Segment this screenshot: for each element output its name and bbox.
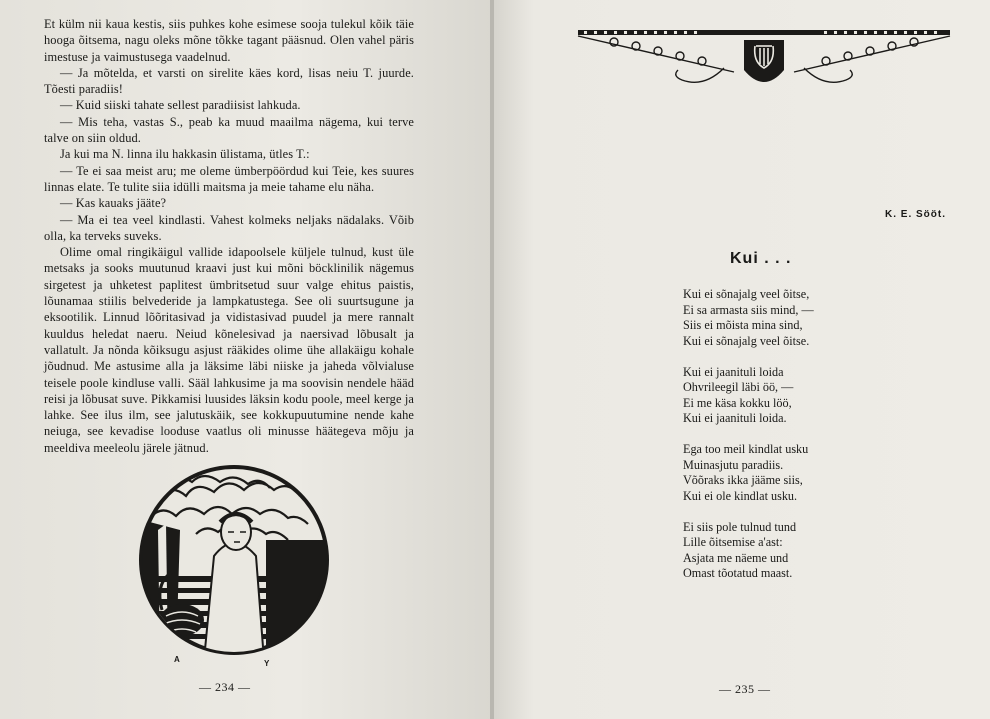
poem-stanza <box>683 442 814 504</box>
poem-line: Kui ei jaanituli loida <box>683 364 784 379</box>
poem-line: Võõraks ikka jääme siis, <box>683 473 803 487</box>
poem-stanza <box>683 365 814 427</box>
illustration-initial-a: A <box>174 655 180 664</box>
paragraph: — Ma ei tea veel kindlasti. Vahest kolmeks neljaks nädalaks. Võib olla, ka terveks suveks. <box>44 212 414 243</box>
poem-line: Kui ei jaanituli loida. <box>683 411 787 425</box>
page-number-right: — 235 — <box>719 682 771 696</box>
poem-line: Kui ei sõnajalg veel õitse, <box>683 287 810 301</box>
poem-line: Siis ei mõista mina sind, <box>683 318 803 332</box>
paragraph: — Ja mõtelda, et varsti on sirelite käes kord, lisas neiu T. juurde. Tõesti paradiis! <box>44 65 414 97</box>
poem-line: Kui ei ole kindlat usku. <box>683 488 798 503</box>
poem-line: Asjata me näeme und <box>683 550 789 565</box>
decorative-headpiece <box>574 24 954 96</box>
poem-line: Ei siis pole tulnud tund <box>683 519 797 534</box>
poem-line: Lille õitsemise a'ast: <box>683 535 783 549</box>
paragraph: — Mis teha, vastas S., peab ka muud maailma nägema, kui terve talve on siin oldud. <box>44 114 414 146</box>
poem-line: Muinasjutu paradiis. <box>683 457 784 472</box>
poem-title: Kui . . . <box>730 250 792 267</box>
poem-line: Omast tõotatud maast. <box>683 566 793 580</box>
poem-text <box>683 287 814 597</box>
poem-line: Ei me käsa kokku löö, <box>683 395 792 410</box>
paragraph: — Kas kauaks jääte? <box>60 196 167 211</box>
author-name: K. E. Sööt. <box>885 209 946 220</box>
page-number-left: — 234 — <box>199 680 251 694</box>
paragraph: Olime omal ringikäigul vallide idapoolsele küljele tulnud, kust üle metsaks ja sooks muutunud kraavi just kui mõni böcklinilik nägemus sirgetest ja uhketest paplitest ümbritsetud suur valge ehitus paistis, lõunamaa stiilis belvederide ja lampkatustega. See oli suurtsugune ja eksootilik. Linnud lõõritasivad ja vidistasivad puudel ja mere rannalt kuuldus heledat naeru. Neiud kõnelesivad ja naersivad lõbusalt ja vallatult. Ja nõnda kõiksugu asjust rääkides olime ühe allakäigu kohale jõudnud. Me astusime alla ja läksime läbi niiske ja jaheda võlvialuse teisele poole kindluse valli. Sääl lahkusime ja ma soovisin nendele hääd reisi ja lõbusat suve. Pikkamisi luusides läksin kodu poole, meel kerge ja lahke. See ilus ilm, see jalutuskäik, see kokkupuutumine nende kahe neiuga, see kevadise looduse vaatlus oli minusse häätegeva mõju ja meeldiva meeleolu järele jätnud. <box>44 245 414 455</box>
paragraph: — Te ei saa meist aru; me oleme ümberpöördud kui Teie, kes suures linnas elate. Te tulite siia idülli maitsma ja meie tahame elu näha. <box>44 163 414 194</box>
right-page <box>494 0 990 719</box>
prose-text <box>44 16 414 456</box>
illustration-initial-y: Y <box>264 659 270 668</box>
poem-line: Kui ei sõnajalg veel õitse. <box>683 333 810 348</box>
left-page <box>0 0 492 719</box>
poem-line: Ei sa armasta siis mind, — <box>683 302 814 317</box>
woodcut-illustration <box>136 460 332 668</box>
paragraph: Et külm nii kaua kestis, siis puhkes kohe esimese sooja tulekul kõik täie hooga õitsema, nagu oleks mõne tõkke tagant pääsnud. Olen vahel päris imestuse ja vaimustusega vaadelnud. <box>44 17 414 64</box>
paragraph: Ja kui ma N. linna ilu hakkasin ülistama, ütles T.: <box>60 147 310 162</box>
poem-line: Ega too meil kindlat usku <box>683 442 809 456</box>
poem-line: Ohvrileegil läbi öö, — <box>683 380 794 394</box>
poem-stanza <box>683 520 814 582</box>
poem-stanza <box>683 287 814 349</box>
paragraph: — Kuid siiski tahate sellest paradiisist lahkuda. <box>60 98 301 113</box>
